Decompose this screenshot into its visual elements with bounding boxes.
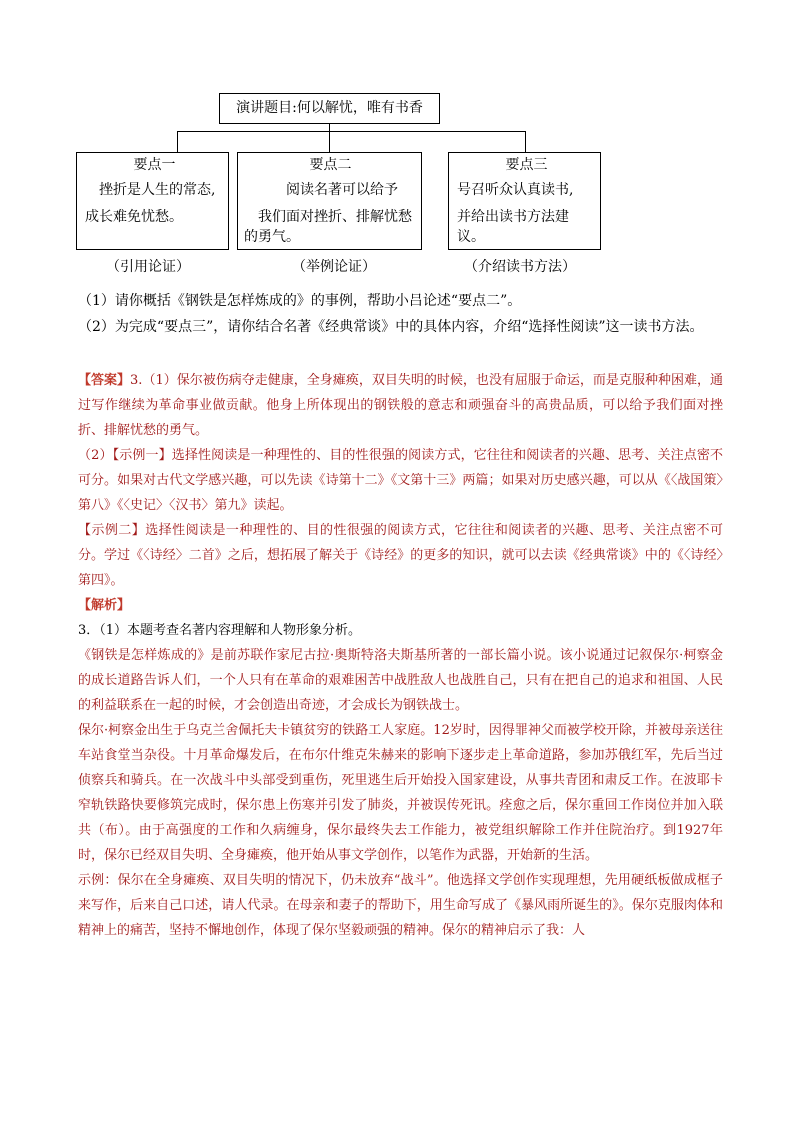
point-box-1 [76, 152, 229, 250]
answer-p2-num: （2） [78, 448, 113, 463]
answer-p1-text: （1）保尔被伤病夺走健康，全身瘫痪，双目失明的时候，也没有屈服于命运，而是克服种种困难，通过写作继续为革命事业做贡献。他身上所体现出的钢铁般的意志和顽强奋斗的高贵品质，可以给予我们面对挫折、排解忧愁的勇气。 [78, 373, 723, 438]
point-2-line-1: 阅读名著可以给予 [286, 182, 398, 198]
point-3-line-2: 并给出读书方法建议。 [457, 209, 569, 245]
connector-horizontal [177, 131, 526, 132]
answer-p1 [78, 368, 723, 443]
point-2-line-3: 的勇气。 [244, 229, 300, 245]
analysis-p1: 《钢铁是怎样炼成的》是前苏联作家尼古拉·奥斯特洛夫斯基所著的一部长篇小说。该小说通过记叙保尔·柯察金的成长道路告诉人们，一个人只有在革命的艰难困苦中战胜敌人也战胜自己，只有在把自己的追求和祖国、人民的利益联系在一起的时候，才会创造出奇迹，才会成长为钢铁战士。 [78, 648, 723, 713]
point-1-line-2: 成长难免忧愁。 [85, 209, 183, 225]
connector-mid [329, 131, 330, 152]
caption-3: （介绍读书方法） [464, 259, 576, 275]
question-1: （1）请你概括《钢铁是怎样炼成的》的事例，帮助小吕论述“要点二”。 [78, 293, 522, 309]
answer-p2 [78, 443, 723, 518]
connector-left [177, 131, 178, 152]
point-3-title: 要点三 [505, 157, 548, 173]
analysis-p2: 保尔·柯察金出生于乌克兰舍佩托夫卡镇贫穷的铁路工人家庭。12岁时，因得罪神父而被学校开除，并被母亲送往车站食堂当杂役。十月革命爆发后，在布尔什维克朱赫来的影响下逐步走上革命道路，参加苏俄红军，先后当过侦察兵和骑兵。在一次战斗中头部受到重伤，死里逃生后开始投入国家建设，从事共青团和肃反工作。在波耶卡窄轨铁路快要修筑完成时，保尔患上伤寒并引发了肺炎，并被误传死讯。痊愈之后，保尔重回工作岗位并加入联共（布）。由于高强度的工作和久病缠身，保尔最终失去工作能力，被党组织解除工作并住院治疗。到1927年时，保尔已经双目失明、全身瘫痪，他开始从事文学创作，以笔作为武器，开始新的生活。 [78, 723, 723, 863]
connector-right [525, 131, 526, 152]
point-1-line-1: 挫折是人生的常态, [99, 182, 216, 198]
speech-topic-box [219, 93, 440, 124]
analysis-p3: 示例：保尔在全身瘫痪、双目失明的情况下，仍未放弃“战斗”。他选择文学创作实现理想，先用硬纸板做成框子来写作，后来自己口述，请人代录。在母亲和妻子的帮助下，用生命写成了《暴风雨所诞生的》。保尔克服肉体和精神上的痛苦，坚持不懈地创作，体现了保尔坚毅顽强的精神。保尔的精神启示了我：人 [78, 873, 723, 938]
caption-2: （举例论证） [292, 259, 376, 275]
point-2-title: 要点二 [309, 157, 352, 173]
point-1-title: 要点一 [133, 157, 176, 173]
connector-vertical-main [329, 124, 330, 131]
point-3-line-1: 号召听众认真读书, [457, 182, 574, 198]
point-box-2 [237, 152, 422, 250]
question-2: （2）为完成“要点三”，请你结合名著《经典常谈》中的具体内容，介绍“选择性阅读”这一读书方法。 [78, 319, 704, 335]
analysis-heading: 3．（1）本题考查名著内容理解和人物形象分析。 [78, 623, 362, 638]
point-box-3 [448, 152, 601, 250]
caption-1: （引用论证） [106, 259, 190, 275]
answer-p2-text: 【示例一】选择性阅读是一种理性的、目的性很强的阅读方式，它往往和阅读者的兴趣、思考、关注点密不可分。如果对古代文学感兴趣，可以先读《诗第十二》《文第十三》两篇；如果对历史感兴趣，可以从《〈战国策〉第八》《〈史记〉〈汉书〉第九》读起。 [78, 448, 723, 513]
analysis-label: 【解析】 [78, 598, 131, 613]
speech-topic: 演讲题目:何以解忧，唯有书香 [236, 100, 423, 116]
answer-label: 【答案】 [78, 373, 131, 388]
point-2-line-2: 我们面对挫折、排解忧愁 [258, 209, 412, 225]
answer-p1-num: 3. [130, 373, 143, 388]
answer-p3: 【示例二】选择性阅读是一种理性的、目的性很强的阅读方式，它往往和阅读者的兴趣、思考、关注点密不可分。学过《〈诗经〉二首》之后，想拓展了解关于《诗经》的更多的知识，就可以去读《经典常谈》中的《〈诗经〉第四》。 [78, 523, 723, 588]
answer-section [78, 368, 723, 943]
